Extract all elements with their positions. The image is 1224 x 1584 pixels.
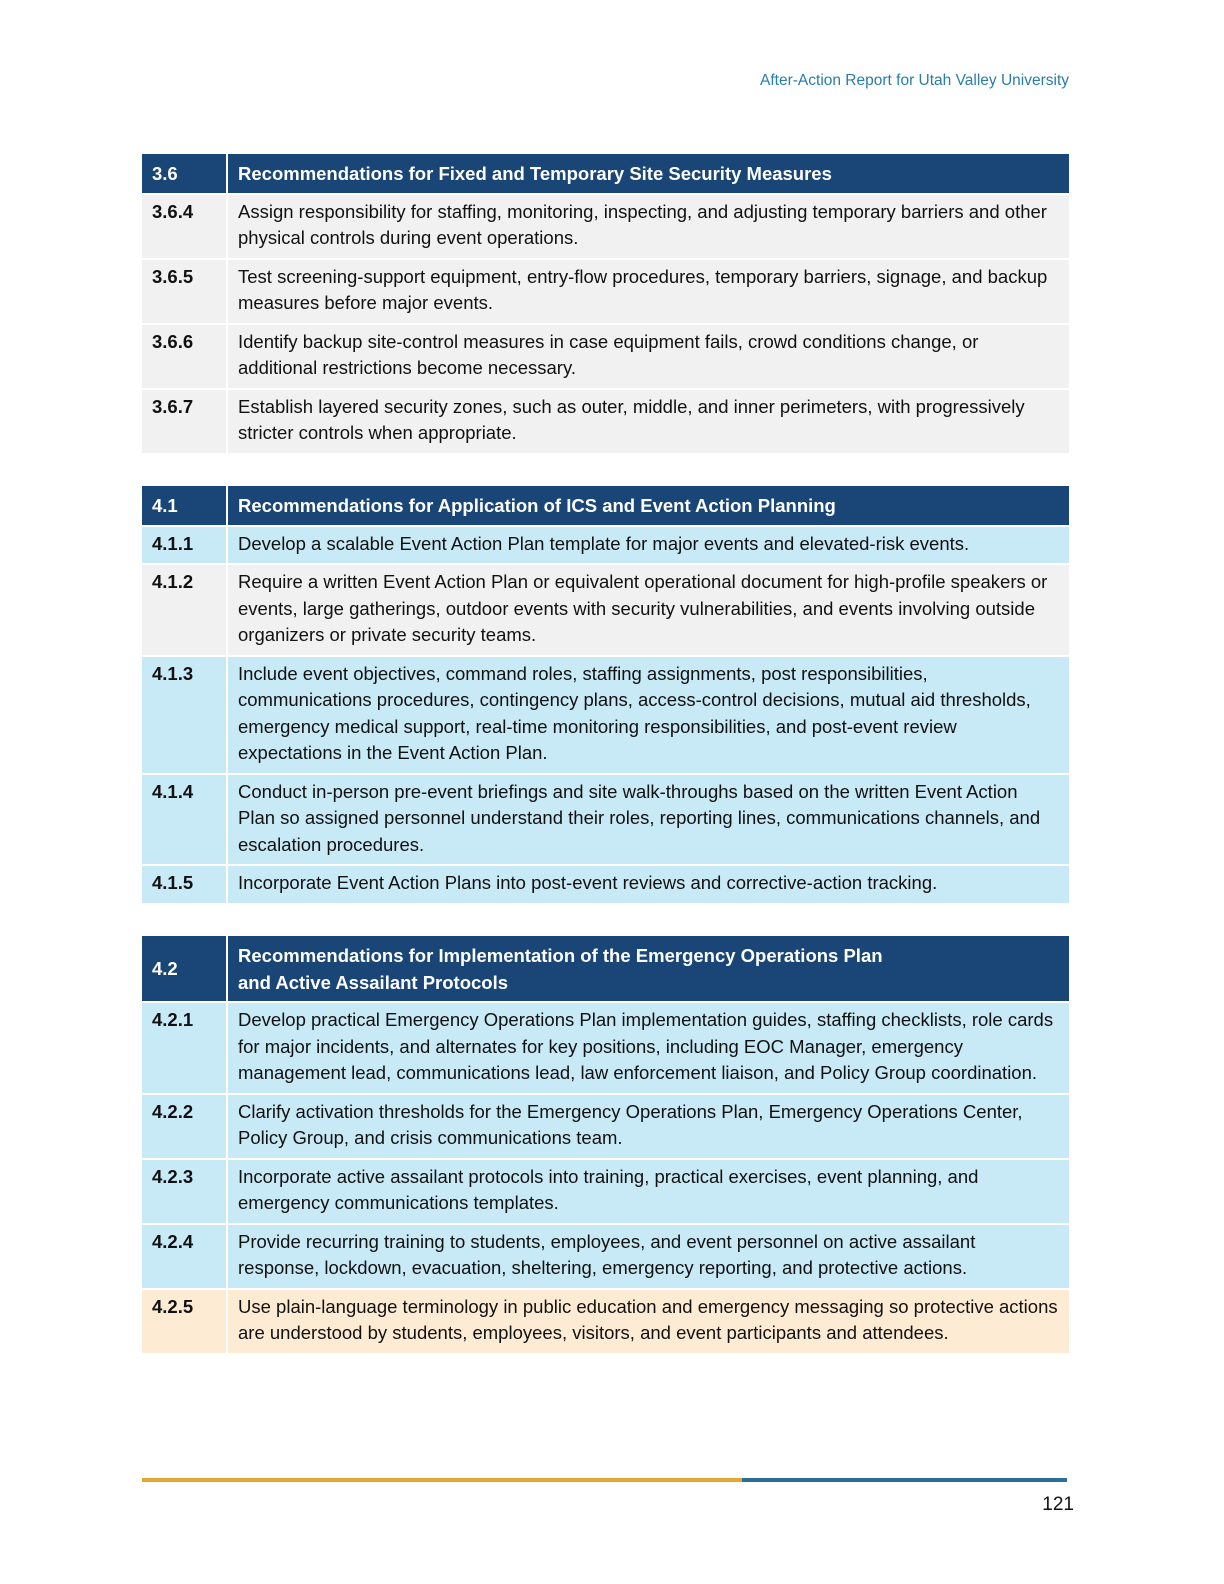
- table-row: [142, 325, 1069, 388]
- row-number: 4.2.2: [142, 1095, 228, 1158]
- row-number: 4.2.3: [142, 1160, 228, 1223]
- recommendations-table-3-6: [142, 152, 1069, 455]
- row-text: Clarify activation thresholds for the Emergency Operations Plan, Emergency Operations Center, Policy Group, and crisis communications team.: [228, 1095, 1069, 1158]
- table-row: [142, 1160, 1069, 1223]
- table-row: [142, 260, 1069, 323]
- row-number: 4.2.4: [142, 1225, 228, 1288]
- table-row: [142, 1095, 1069, 1158]
- row-text: Identify backup site-control measures in case equipment fails, crowd conditions change, or additional restrictions become necessary.: [228, 325, 1069, 388]
- section-number: 4.1: [142, 486, 228, 525]
- row-text: Assign responsibility for staffing, monitoring, inspecting, and adjusting temporary barriers and other physical controls during event operations.: [228, 195, 1069, 258]
- table-row: [142, 195, 1069, 258]
- table-row: [142, 657, 1069, 773]
- table-row: [142, 1003, 1069, 1093]
- table-row: [142, 866, 1069, 903]
- row-text: Provide recurring training to students, employees, and event personnel on active assailant response, lockdown, evacuation, sheltering, emergency reporting, and protective actions.: [228, 1225, 1069, 1288]
- section-title-line-1: Recommendations for Implementation of the Emergency Operations Plan: [238, 945, 883, 966]
- footer-rule-teal: [742, 1478, 1067, 1482]
- page-number: 121: [1042, 1494, 1074, 1515]
- footer-rule-gold: [142, 1478, 742, 1482]
- row-number: 4.2.5: [142, 1290, 228, 1353]
- section-header-row: [142, 154, 1069, 193]
- table-row: [142, 390, 1069, 453]
- section-title: Recommendations for Fixed and Temporary Site Security Measures: [228, 154, 1069, 193]
- row-text: Incorporate Event Action Plans into post-event reviews and corrective-action tracking.: [228, 866, 1069, 903]
- row-number: 4.1.5: [142, 866, 228, 903]
- table-row: [142, 527, 1069, 564]
- row-number: 3.6.6: [142, 325, 228, 388]
- row-number: 4.1.4: [142, 775, 228, 865]
- row-text: Include event objectives, command roles, staffing assignments, post responsibilities, communications procedures, contingency plans, access-control decisions, mutual aid thresholds, emergency medical support, real-time monitoring responsibilities, and post-event review expectations in the Event Action Plan.: [228, 657, 1069, 773]
- section-header-row: [142, 936, 1069, 1001]
- row-number: 4.2.1: [142, 1003, 228, 1093]
- recommendations-table-4-1: [142, 484, 1069, 905]
- row-text: Require a written Event Action Plan or equivalent operational document for high-profile speakers or events, large gatherings, outdoor events with security vulnerabilities, and events involving outside organizers or private security teams.: [228, 565, 1069, 655]
- recommendations-table-4-2: [142, 934, 1069, 1355]
- running-header: After-Action Report for Utah Valley University: [760, 72, 1069, 89]
- row-text: Incorporate active assailant protocols into training, practical exercises, event planning, and emergency communications templates.: [228, 1160, 1069, 1223]
- row-number: 4.1.3: [142, 657, 228, 773]
- row-number: 3.6.7: [142, 390, 228, 453]
- row-text: Use plain-language terminology in public education and emergency messaging so protective actions are understood by students, employees, visitors, and event participants and attendees.: [228, 1290, 1069, 1353]
- row-number: 4.1.1: [142, 527, 228, 564]
- table-row: [142, 1290, 1069, 1353]
- section-title-line-2: and Active Assailant Protocols: [238, 971, 509, 993]
- section-title: [228, 936, 1069, 1001]
- row-number: 4.1.2: [142, 565, 228, 655]
- row-text: Develop practical Emergency Operations Plan implementation guides, staffing checklists, role cards for major incidents, and alternates for key positions, including EOC Manager, emergency management lead, communications lead, law enforcement liaison, and Policy Group coordination.: [228, 1003, 1069, 1093]
- section-number: 4.2: [142, 936, 228, 1001]
- row-text: Conduct in-person pre-event briefings and site walk-throughs based on the written Event Action Plan so assigned personnel understand their roles, reporting lines, communications channels, and escalation procedures.: [228, 775, 1069, 865]
- row-text: Test screening-support equipment, entry-flow procedures, temporary barriers, signage, and backup measures before major events.: [228, 260, 1069, 323]
- row-text: Develop a scalable Event Action Plan template for major events and elevated-risk events.: [228, 527, 1069, 564]
- row-number: 3.6.5: [142, 260, 228, 323]
- section-number: 3.6: [142, 154, 228, 193]
- section-title: Recommendations for Application of ICS and Event Action Planning: [228, 486, 1069, 525]
- table-row: [142, 775, 1069, 865]
- row-number: 3.6.4: [142, 195, 228, 258]
- table-row: [142, 565, 1069, 655]
- row-text: Establish layered security zones, such as outer, middle, and inner perimeters, with progressively stricter controls when appropriate.: [228, 390, 1069, 453]
- table-row: [142, 1225, 1069, 1288]
- section-header-row: [142, 486, 1069, 525]
